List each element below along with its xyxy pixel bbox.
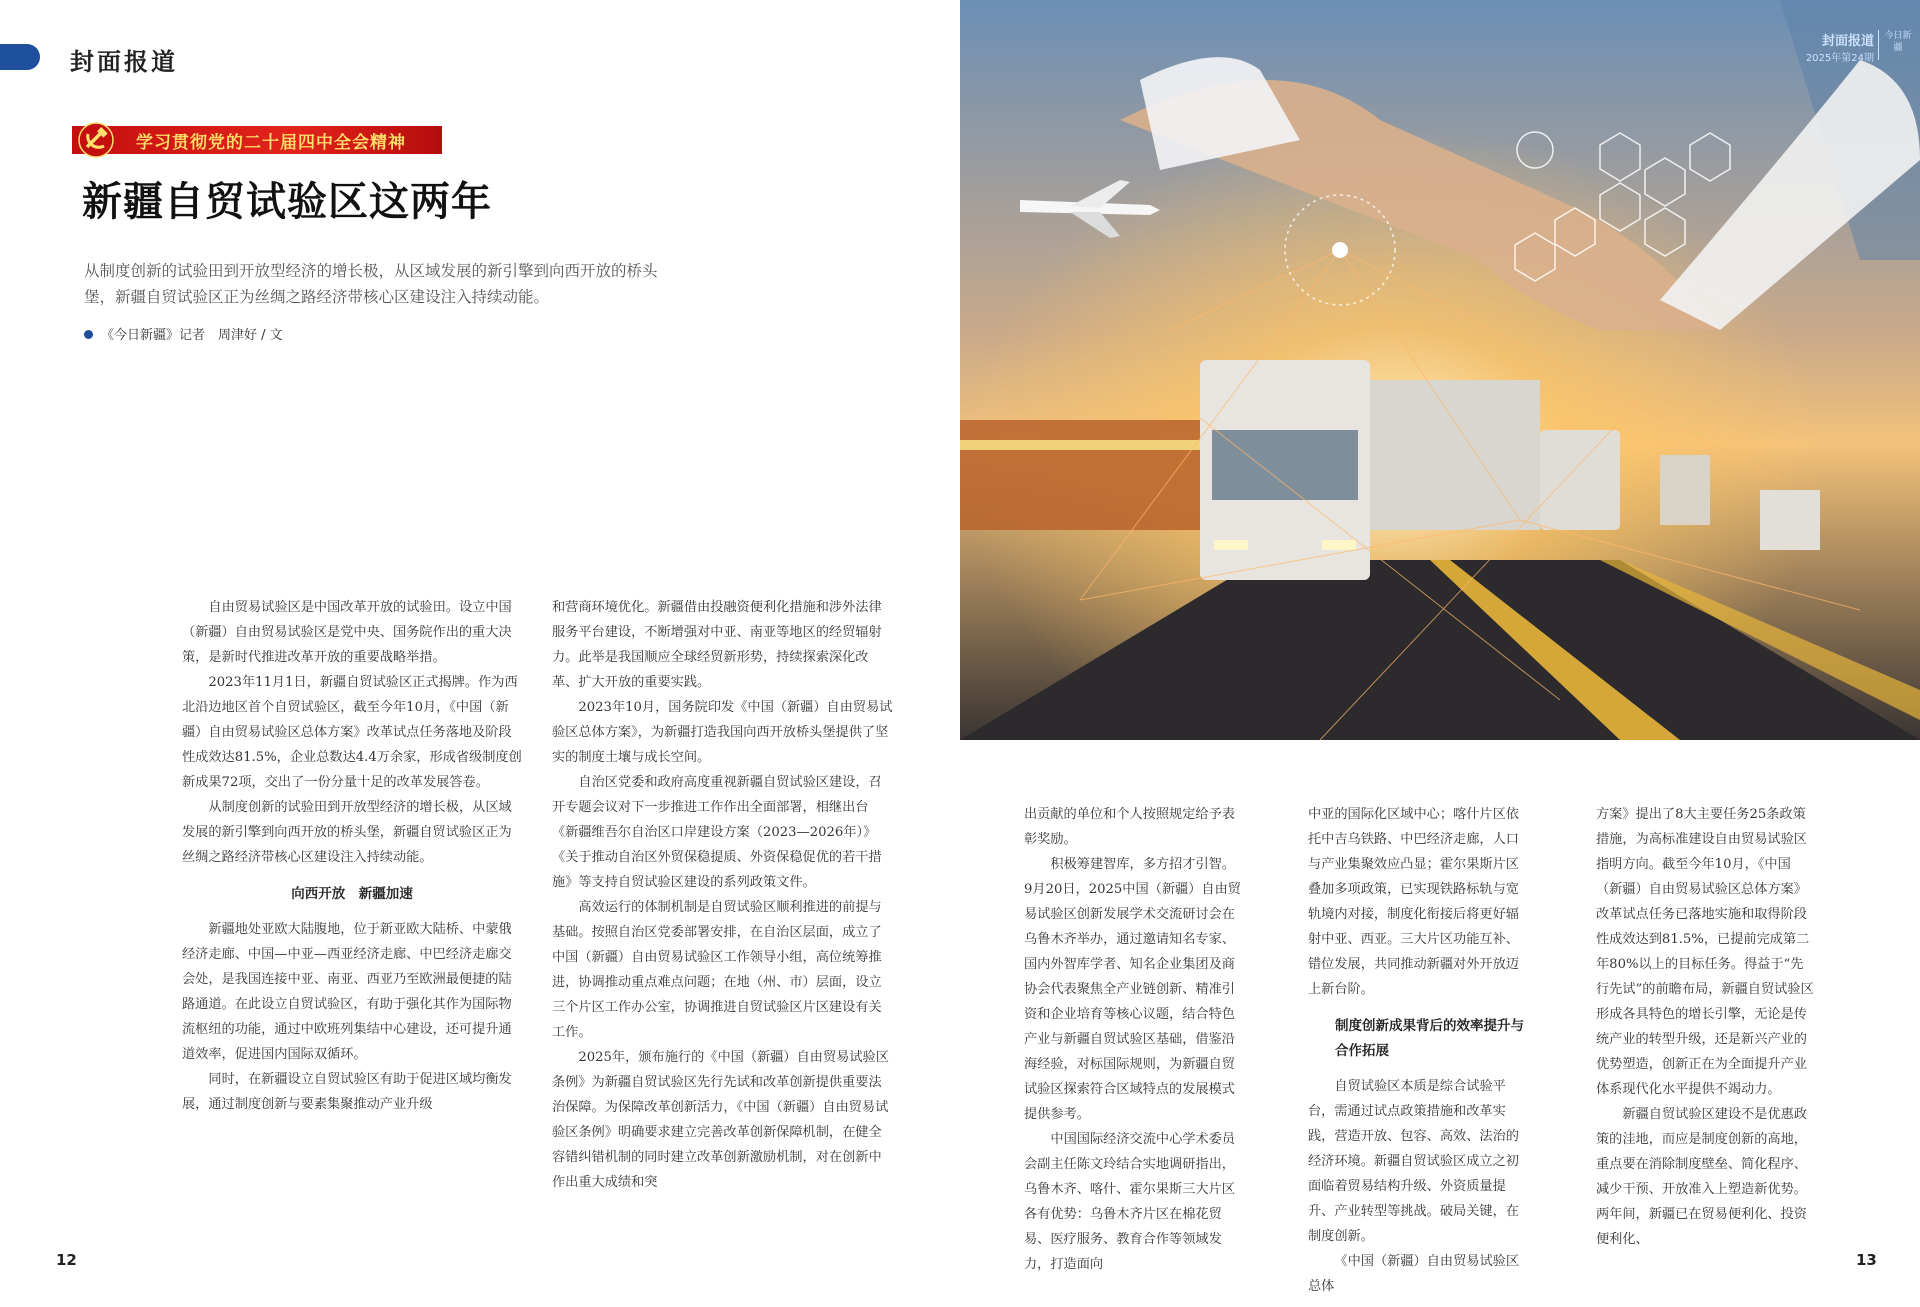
cover-photo-illustration	[960, 0, 1920, 740]
body-paragraph: 方案》提出了8大主要任务25条政策措施，为高标准建设自由贸易试验区指明方向。截至今年10月，《中国（新疆）自由贸易试验区总体方案》改革试点任务已落地实施和取得阶段性成效达到81.5%，已提前完成第二年80%以上的目标任务。得益于“先行先试”的前瞻布局，新疆自贸试验区形成各具特色的增长引擎，无论是传统产业的转型升级，还是新兴产业的优势塑造，创新正在为全面提升产业体系现代化水平提供不竭动力。	[1596, 807, 1814, 1097]
body-paragraph: 2025年，颁布施行的《中国（新疆）自由贸易试验区条例》为新疆自贸试验区先行先试和改革创新提供重要法治保障。为保障改革创新活力，《中国（新疆）自由贸易试验区条例》明确要求建立完善改革创新保障机制，在健全容错纠错机制的同时建立改革创新激励机制，对在创新中作出重大成绩和突	[552, 1050, 889, 1190]
body-column-2	[552, 595, 894, 1195]
article-lead: 从制度创新的试验田到开放型经济的增长极，从区域发展的新引擎到向西开放的桥头堡，新疆自贸试验区正为丝绸之路经济带核心区建设注入持续动能。	[84, 262, 658, 306]
body-column-5	[1596, 802, 1816, 1252]
body-paragraph: 积极筹建智库，多方招才引智。9月20日，2025中国（新疆）自由贸易试验区创新发展学术交流研讨会在乌鲁木齐举办，通过邀请知名专家、国内外智库学者、知名企业集团及商协会代表聚焦全产业链创新、精准引资和企业培育等核心议题，结合特色产业与新疆自贸试验区基础，借鉴沿海经验，对标国际规则，为新疆自贸试验区探索符合区域特点的发展模式提供参考。	[1024, 857, 1241, 1122]
page-number-right: 13	[1856, 1251, 1877, 1269]
theme-banner	[72, 126, 442, 154]
party-emblem-icon	[76, 120, 116, 160]
body-paragraph: 新疆自贸试验区建设不是优惠政策的洼地，而应是制度创新的高地，重点要在消除制度壁垒、简化程序、减少干预、开放准入上塑造新优势。两年间，新疆已在贸易便利化、投资便利化、	[1596, 1107, 1808, 1247]
body-paragraph: 《中国（新疆）自由贸易试验区总体	[1308, 1254, 1520, 1294]
body-paragraph: 从制度创新的试验田到开放型经济的增长极，从区域发展的新引擎到向西开放的桥头堡，新疆自贸试验区正为丝绸之路经济带核心区建设注入持续动能。	[182, 800, 512, 865]
body-paragraph: 同时，在新疆设立自贸试验区有助于促进区域均衡发展，通过制度创新与要素集聚推动产业升级	[182, 1072, 512, 1112]
section-subheading: 制度创新成果背后的效率提升与合作拓展	[1335, 1018, 1524, 1059]
magazine-issue: 2025年第24期	[1805, 53, 1874, 64]
body-paragraph: 2023年11月1日，新疆自贸试验区正式揭牌。作为西北沿边地区首个自贸试验区，截至今年10月，《中国（新疆）自由贸易试验区总体方案》改革试点任务落地及阶段性成效达81.5%，企业总数达4.4万余家，形成省级制度创新成果72项，交出了一份分量十足的改革发展答卷。	[182, 675, 522, 790]
magazine-section: 封面报道	[1821, 34, 1874, 49]
body-paragraph: 自由贸易试验区是中国改革开放的试验田。设立中国（新疆）自由贸易试验区是党中央、国务院作出的重大决策，是新时代推进改革开放的重要战略举措。	[182, 600, 512, 665]
body-paragraph: 新疆地处亚欧大陆腹地，位于新亚欧大陆桥、中蒙俄经济走廊、中国—中亚—西亚经济走廊、中巴经济走廊交会处，是我国连接中亚、南亚、西亚乃至欧洲最便捷的陆路通道。在此设立自贸试验区，有助于强化其作为国际物流枢纽的功能，通过中欧班列集结中心建设，还可提升通道效率，促进国内国际双循环。	[182, 922, 512, 1062]
body-paragraph: 和营商环境优化。新疆借由投融资便利化措施和涉外法律服务平台建设，不断增强对中亚、南亚等地区的经贸辐射力。此举是我国顺应全球经贸新形势，持续探索深化改革、扩大开放的重要实践。	[552, 600, 882, 690]
body-paragraph: 中亚的国际化区域中心；喀什片区依托中吉乌铁路、中巴经济走廊，人口与产业集聚效应凸显；霍尔果斯片区叠加多项政策，已实现铁路标轨与宽轨境内对接，制度化衔接后将更好辐射中亚、西亚。三大片区功能互补、错位发展，共同推动新疆对外开放迈上新台阶。	[1308, 807, 1519, 997]
body-paragraph: 2023年10月，国务院印发《中国（新疆）自由贸易试验区总体方案》，为新疆打造我国向西开放桥头堡提供了坚实的制度土壤与成长空间。	[552, 700, 893, 765]
body-paragraph: 高效运行的体制机制是自贸试验区顺利推进的前提与基础。按照自治区党委部署安排，在自治区层面，成立了中国（新疆）自由贸易试验区工作领导小组，高位统筹推进，协调推动重点难点问题；在地（州、市）层面，设立三个片区工作办公室，协调推进自贸试验区片区建设有关工作。	[552, 900, 882, 1040]
section-name: 封面报道	[70, 47, 178, 76]
page-number-left: 12	[56, 1251, 77, 1269]
byline	[84, 324, 283, 343]
body-paragraph: 中国国际经济交流中心学术委员会副主任陈文玲结合实地调研指出，乌鲁木齐、喀什、霍尔果斯三大片区各有优势：乌鲁木齐片区在棉花贸易、医疗服务、教育合作等领域发力，打造面向	[1024, 1132, 1236, 1272]
byline-text: 《今日新疆》记者 周津好 / 文	[101, 328, 283, 343]
byline-dot-icon	[84, 330, 93, 339]
body-paragraph: 自治区党委和政府高度重视新疆自贸试验区建设，召开专题会议对下一步推进工作作出全面部署，相继出台《新疆维吾尔自治区口岸建设方案（2023—2026年）》《关于推动自治区外贸保稳提质、外资保稳促优的若干措施》等支持自贸试验区建设的系列政策文件。	[552, 775, 882, 890]
magazine-logo: 今日新疆	[1878, 30, 1914, 60]
body-column-3	[1024, 802, 1242, 1277]
body-column-4	[1308, 802, 1526, 1299]
cover-photo	[960, 0, 1920, 740]
theme-banner-text: 学习贯彻党的二十届四中全会精神	[136, 132, 406, 153]
right-page	[960, 0, 1920, 1307]
body-column-1	[182, 595, 522, 1117]
magazine-header	[1806, 30, 1874, 64]
body-paragraph: 出贡献的单位和个人按照规定给予表彰奖励。	[1024, 807, 1235, 847]
article-headline: 新疆自贸试验区这两年	[82, 179, 492, 225]
body-paragraph: 自贸试验区本质是综合试验平台，需通过试点政策措施和改革实践，营造开放、包容、高效、法治的经济环境。新疆自贸试验区成立之初面临着贸易结构升级、外资质量提升、产业转型等挑战。破局关键，在制度创新。	[1308, 1079, 1519, 1244]
section-subheading: 向西开放 新疆加速	[291, 886, 413, 902]
section-tab-marker	[0, 44, 40, 70]
